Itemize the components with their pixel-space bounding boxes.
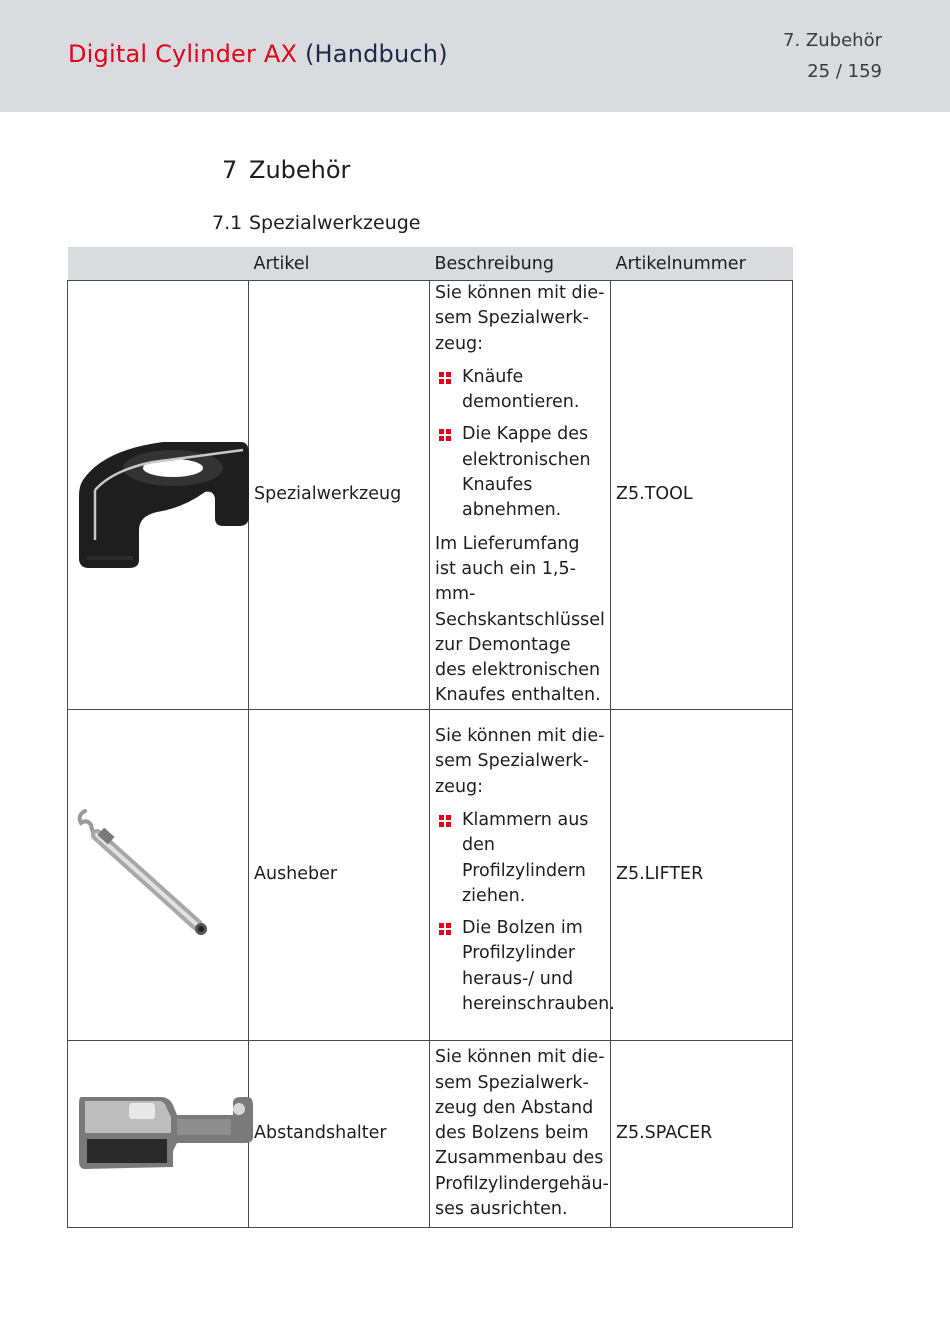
lifter-hook-icon [73,805,254,945]
article-number: Z5.LIFTER [611,709,793,1040]
column-header-article: Artikel [249,247,430,281]
list-item-text: Die Kappe des elektronischen Knaufes abnehmen. [462,424,591,521]
table-row [68,281,793,710]
description-text: Sie können mit die-sem Spezialwerk-zeug den Abstand des Bolzens beim Zusammenbau des Profilzylindergehäu-ses ausrichten. [435,1047,609,1219]
brand-name: Digital Cylinder AX [68,40,298,68]
description-cell [430,709,615,1040]
description-cell [430,1040,611,1227]
page-number: 25 / 159 [807,61,882,82]
section-label: 7. Zubehör [783,30,882,51]
image-cell [68,1040,249,1227]
article-name: Ausheber [249,709,430,1040]
section-heading [212,212,420,234]
list-item [435,422,605,523]
list-item-text: Klammern aus den Profilzylindern ziehen. [462,810,589,906]
table-header-row [68,247,793,281]
article-number: Z5.TOOL [611,281,793,710]
description-cell [430,281,611,710]
list-item [435,365,605,416]
spacer-tool-icon [73,1089,254,1179]
description-outro: Im Lieferumfang ist auch ein 1,5-mm-Sechskantschlüssel zur Demontage des elektronischen Knaufes enthalten. [435,533,605,706]
article-name: Abstandshalter [249,1040,430,1227]
list-item [435,916,615,1017]
description-list [435,808,615,1017]
chapter-title: Zubehör [249,156,351,184]
tools-table [67,247,793,1228]
bullet-icon [439,429,451,441]
knob-removal-tool-icon [73,420,254,570]
article-number: Z5.SPACER [611,1040,793,1227]
table-row [68,709,793,1040]
image-cell [68,709,249,1040]
description-list [435,365,605,524]
chapter-number: 7 [222,156,238,184]
section-number: 7.1 [212,212,243,234]
chapter-heading [222,156,350,184]
bullet-icon [439,372,451,384]
list-item-text: Die Bolzen im Profilzylinder heraus-/ und hereinschrauben. [462,918,615,1015]
article-name: Spezialwerkzeug [249,281,430,710]
bullet-icon [439,815,451,827]
column-header-description: Beschreibung [430,247,611,281]
document-title [68,40,448,68]
image-cell [68,281,249,710]
section-title: Spezialwerkzeuge [249,212,421,234]
page-header [0,0,950,112]
column-header-number: Artikelnummer [611,247,793,281]
list-item-text: Knäufe demontieren. [462,366,580,413]
document-subtitle: (Handbuch) [304,40,448,68]
column-header-image [68,247,249,281]
description-intro: Sie können mit die-sem Spezialwerk-zeug: [435,283,605,354]
list-item [435,808,605,909]
table-row [68,1040,793,1227]
description-intro: Sie können mit die-sem Spezialwerk-zeug: [435,726,605,797]
bullet-icon [439,923,451,935]
